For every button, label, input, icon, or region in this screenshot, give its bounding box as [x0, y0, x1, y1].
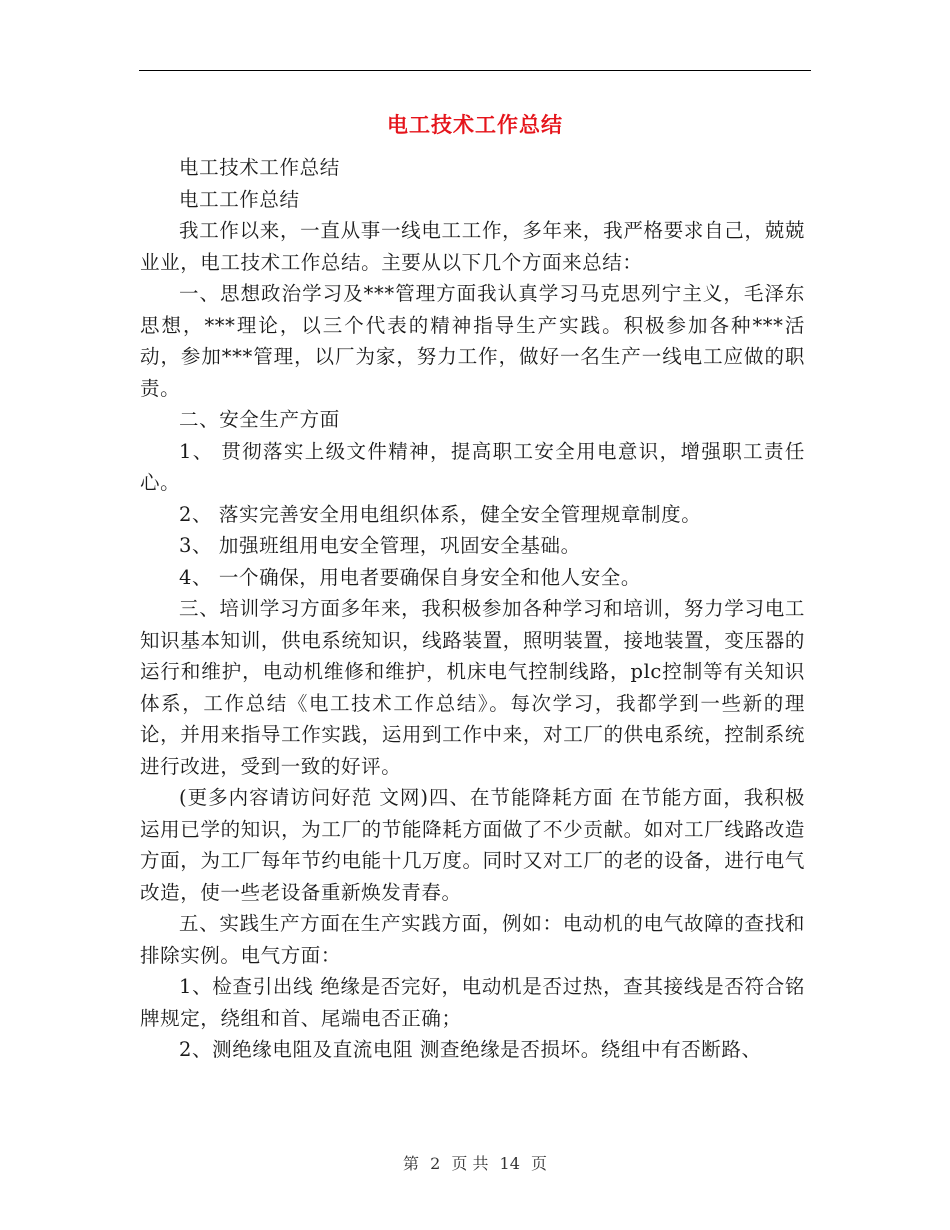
paragraph: 三、培训学习方面多年来，我积极参加各种学习和培训，努力学习电工知识基本知训，供电系统知识，线路装置，照明装置，接地装置，变压器的运行和维护，电动机维修和维护，机床电气控制线路，plc控制等有关知识体系，工作总结《电工技术工作总结》。每次学习，我都学到一些新的理论，并用来指导工作实践，运用到工作中来，对工厂的供电系统，控制系统进行改进，受到一致的好评。 [140, 597, 805, 778]
page-footer [0, 1152, 950, 1176]
paragraph: 一、思想政治学习及***管理方面我认真学习马克思列宁主义，毛泽东思想，***理论，以三个代表的精神指导生产实践。积极参加各种***活动，参加***管理，以厂为家，努力工作，做好一名生产一线电工应做的职责。 [140, 282, 805, 400]
footer-middle: 页 共 [451, 1154, 489, 1173]
paragraph: 电工技术工作总结 [179, 156, 340, 179]
footer-total-pages: 14 [499, 1154, 520, 1173]
paragraph: (更多内容请访问好范 文网)四、在节能降耗方面 在节能方面，我积极运用已学的知识，为工厂的节能降耗方面做了不少贡献。如对工厂线路改造方面，为工厂每年节约电能十几万度。同时又对工厂的老的设备，进行电气改造，使一些老设备重新焕发青春。 [140, 786, 805, 904]
paragraph: 二、安全生产方面 [179, 408, 340, 431]
document-body [140, 152, 805, 1066]
footer-prefix: 第 [402, 1154, 419, 1173]
paragraph: 1、检查引出线 绝缘是否完好，电动机是否过热，查其接线是否符合铭牌规定，绕组和首、尾端电否正确； [140, 975, 805, 1030]
header-rule [139, 70, 811, 71]
footer-page-number: 2 [430, 1154, 441, 1173]
paragraph: 1、 贯彻落实上级文件精神，提高职工安全用电意识，增强职工责任心。 [140, 439, 805, 494]
paragraph: 电工工作总结 [179, 187, 300, 211]
paragraph: 2、测绝缘电阻及直流电阻 测查绝缘是否损坏。绕组中有否断路、 [179, 1038, 762, 1061]
document-title: 电工技术工作总结 [387, 112, 563, 137]
paragraph: 3、 加强班组用电安全管理，巩固安全基础。 [179, 534, 581, 557]
footer-suffix: 页 [531, 1154, 548, 1173]
paragraph: 4、 一个确保，用电者要确保自身安全和他人安全。 [179, 565, 642, 589]
paragraph: 我工作以来，一直从事一线电工工作，多年来，我严格要求自己，兢兢业业，电工技术工作总结。主要从以下几个方面来总结： [140, 219, 805, 274]
paragraph: 2、 落实完善安全用电组织体系，健全安全管理规章制度。 [179, 502, 702, 526]
paragraph: 五、实践生产方面在生产实践方面，例如：电动机的电气故障的查找和排除实例。电气方面： [140, 912, 805, 967]
